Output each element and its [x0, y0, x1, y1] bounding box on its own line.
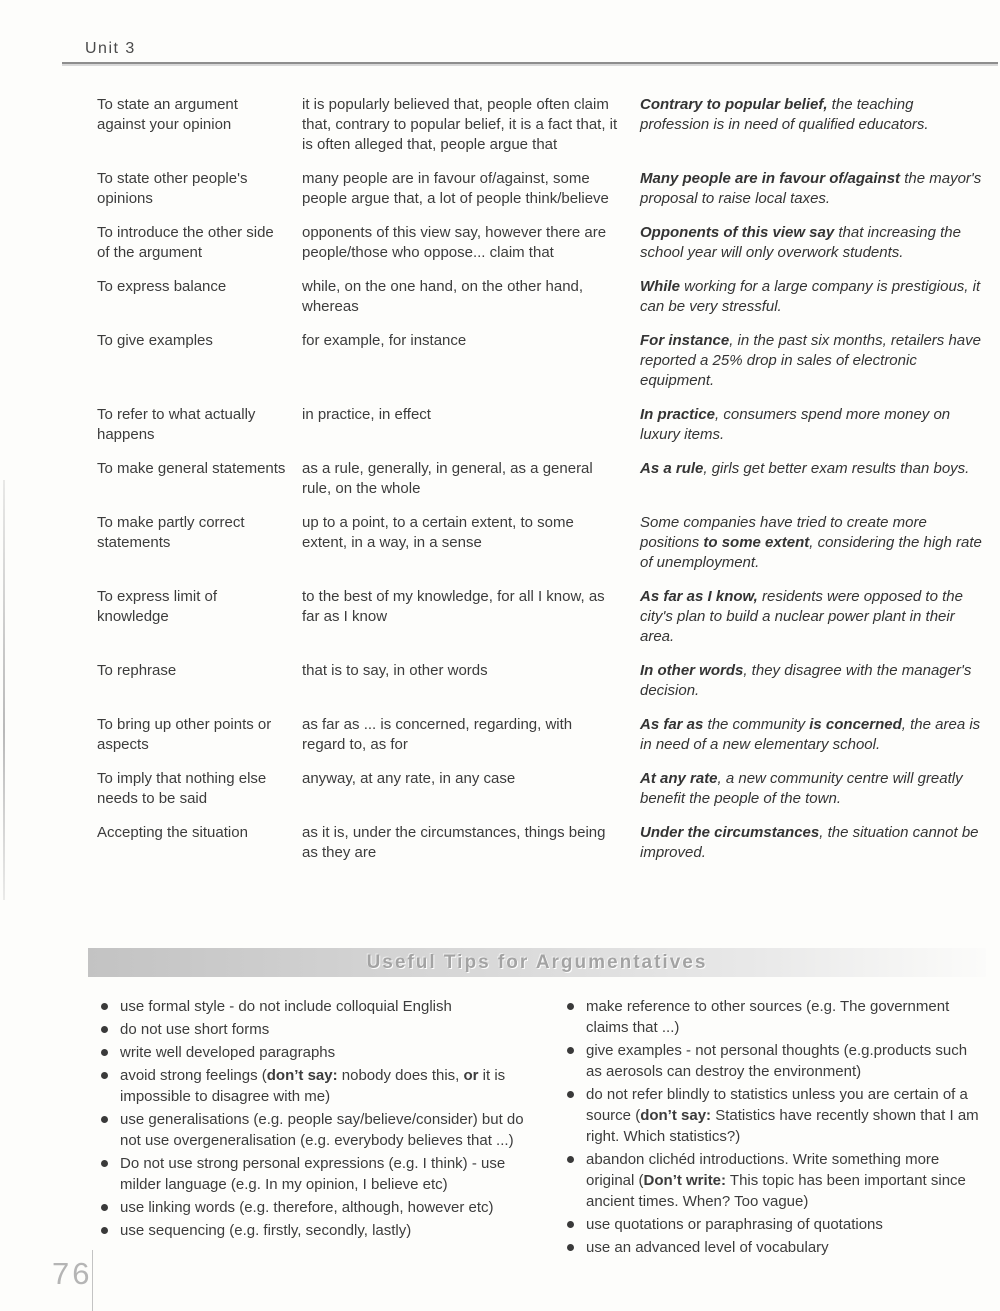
- tip-text: [120, 998, 452, 1015]
- tip-text: [586, 998, 949, 1036]
- tip-item: [97, 1197, 540, 1218]
- example-cell: [640, 823, 985, 863]
- bold-segment: For instance: [640, 332, 730, 349]
- tip-text: [120, 1067, 505, 1105]
- example-cell: [640, 769, 985, 809]
- table-row: [97, 769, 985, 809]
- example-cell: [640, 331, 985, 391]
- tip-text: [586, 1042, 967, 1080]
- text-segment: it is impossible to disagree with me): [120, 1067, 506, 1105]
- text-segment: use quotations or paraphrasing of quotations: [586, 1216, 883, 1233]
- bullet-icon: [101, 1116, 108, 1123]
- function-cell: To rephrase: [97, 662, 177, 679]
- scan-artifact-line: [3, 480, 5, 900]
- bullet-icon: [101, 1204, 108, 1211]
- bullet-icon: [567, 1003, 574, 1010]
- bullet-icon: [567, 1091, 574, 1098]
- bullet-icon: [101, 1049, 108, 1056]
- phrase-function-table: [97, 95, 985, 863]
- tip-text: [120, 1111, 524, 1149]
- tips-title: Useful Tips for Argumentatives: [366, 952, 708, 973]
- text-segment: working for a large company is prestigious, it can be very stressful.: [640, 278, 981, 315]
- function-cell: To imply that nothing else needs to be said: [97, 770, 267, 807]
- phrases-cell: that is to say, in other words: [302, 662, 488, 679]
- text-segment: the teaching profession is in need of qualified educators.: [640, 96, 929, 133]
- text-segment: make reference to other sources (e.g. The government claims that ...): [586, 998, 950, 1036]
- bold-segment: At any rate: [640, 770, 718, 787]
- tip-item: [563, 1214, 985, 1235]
- bold-segment: As far as I know,: [640, 588, 758, 605]
- text-segment: Statistics have recently shown that I am right. Which statistics?): [586, 1107, 979, 1145]
- text-segment: do not use short forms: [120, 1021, 270, 1038]
- tip-text: [586, 1216, 883, 1233]
- tip-item: [563, 996, 985, 1038]
- bullet-icon: [101, 1160, 108, 1167]
- text-segment: use linking words (e.g. therefore, although, however etc): [120, 1199, 494, 1216]
- tip-text: [120, 1155, 505, 1193]
- tips-columns: [97, 996, 985, 1260]
- tips-column-right: [563, 996, 985, 1260]
- example-cell: [640, 405, 985, 445]
- phrases-cell: up to a point, to a certain extent, to some extent, in a way, in a sense: [302, 514, 574, 551]
- text-segment: the mayor's proposal to raise local taxes.: [640, 170, 982, 207]
- function-cell: Accepting the situation: [97, 824, 248, 841]
- bold-segment: don’t say:: [640, 1107, 712, 1124]
- table-row: [97, 331, 985, 391]
- phrases-cell: as far as ... is concerned, regarding, with regard to, as for: [302, 716, 573, 753]
- example-cell: [640, 277, 985, 317]
- text-segment: use generalisations (e.g. people say/believe/consider) but do not use overgeneralisation (e.g. everybody believes that ...): [120, 1111, 524, 1149]
- bold-segment: As far as: [640, 716, 704, 733]
- text-segment: , considering the high rate of unemployment.: [640, 534, 982, 571]
- bold-segment: Contrary to popular belief,: [640, 96, 828, 113]
- function-cell: To bring up other points or aspects: [97, 716, 272, 753]
- bold-segment: As a rule: [640, 460, 704, 477]
- text-segment: , the situation cannot be improved.: [640, 824, 979, 861]
- text-segment: , they disagree with the manager's decision.: [640, 662, 972, 699]
- phrases-cell: many people are in favour of/against, some people argue that, a lot of people think/believe: [302, 170, 609, 207]
- phrases-cell: while, on the one hand, on the other hand, whereas: [302, 278, 584, 315]
- text-segment: give examples - not personal thoughts (e.g.products such as aerosols can destroy the environment): [586, 1042, 968, 1080]
- bullet-icon: [101, 1026, 108, 1033]
- text-segment: write well developed paragraphs: [120, 1044, 336, 1061]
- phrases-cell: it is popularly believed that, people often claim that, contrary to popular belief, it is a fact that, it is often alleged that, people argue that: [302, 96, 618, 153]
- table-row: [97, 169, 985, 209]
- bold-segment: Under the circumstances: [640, 824, 820, 841]
- bold-segment: In other words: [640, 662, 744, 679]
- example-cell: [640, 223, 985, 263]
- bold-segment: or: [463, 1067, 479, 1084]
- bold-segment: don’t say:: [266, 1067, 338, 1084]
- tip-item: [563, 1084, 985, 1147]
- example-cell: [640, 587, 985, 647]
- tip-item: [563, 1149, 985, 1212]
- example-cell: [640, 661, 985, 701]
- phrases-cell: to the best of my knowledge, for all I know, as far as I know: [302, 588, 605, 625]
- text-segment: This topic has been important since ancient times. When? Too vague): [586, 1172, 966, 1210]
- bold-segment: to some extent: [703, 534, 810, 551]
- page-number-rule: [92, 1250, 93, 1311]
- tip-item: [97, 1065, 540, 1107]
- text-segment: avoid strong feelings (: [120, 1067, 267, 1084]
- tip-text: [120, 1199, 494, 1216]
- function-cell: To make general statements: [97, 460, 286, 477]
- phrases-cell: as it is, under the circumstances, things being as they are: [302, 824, 606, 861]
- unit-header-rule: [62, 62, 998, 66]
- text-segment: use formal style - do not include colloquial English: [120, 998, 452, 1015]
- example-cell: [640, 95, 985, 155]
- tip-item: [97, 1019, 540, 1040]
- tips-column-left: [97, 996, 540, 1260]
- bold-segment: Don’t write:: [643, 1172, 727, 1189]
- table-row: [97, 513, 985, 573]
- text-segment: , girls get better exam results than boys.: [703, 460, 970, 477]
- phrases-cell: opponents of this view say, however there are people/those who oppose... claim that: [302, 224, 607, 261]
- text-segment: use an advanced level of vocabulary: [586, 1239, 829, 1256]
- text-segment: Do not use strong personal expressions (e.g. I think) - use milder language (e.g. In my opinion, I believe etc): [120, 1155, 506, 1193]
- bullet-icon: [101, 1227, 108, 1234]
- text-segment: , in the past six months, retailers have reported a 25% drop in sales of electronic equipment.: [640, 332, 981, 389]
- text-segment: nobody does this,: [337, 1067, 464, 1084]
- phrases-cell: in practice, in effect: [302, 406, 431, 423]
- function-cell: To state other people's opinions: [97, 170, 248, 207]
- tip-text: [120, 1222, 411, 1239]
- table-row: [97, 405, 985, 445]
- text-segment: Some companies have tried to create more positions: [640, 514, 927, 551]
- text-segment: , the area is in need of a new elementary school.: [640, 716, 981, 753]
- tip-item: [97, 1153, 540, 1195]
- tip-item: [563, 1237, 985, 1258]
- phrases-cell: anyway, at any rate, in any case: [302, 770, 516, 787]
- tip-item: [97, 1042, 540, 1063]
- function-cell: To express balance: [97, 278, 227, 295]
- tip-text: [120, 1044, 335, 1061]
- text-segment: , a new community centre will greatly benefit the people of the town.: [640, 770, 963, 807]
- text-segment: , consumers spend more money on luxury items.: [640, 406, 951, 443]
- tip-text: [586, 1239, 829, 1256]
- example-cell: [640, 513, 985, 573]
- bullet-icon: [101, 1003, 108, 1010]
- function-cell: To express limit of knowledge: [97, 588, 218, 625]
- tips-banner: [88, 948, 986, 977]
- bullet-icon: [567, 1244, 574, 1251]
- function-cell: To make partly correct statements: [97, 514, 245, 551]
- bold-segment: is concerned: [809, 716, 902, 733]
- phrases-cell: as a rule, generally, in general, as a general rule, on the whole: [302, 460, 593, 497]
- table-row: [97, 95, 985, 155]
- tip-text: [586, 1086, 979, 1145]
- table-row: [97, 277, 985, 317]
- tip-text: [586, 1151, 966, 1210]
- bullet-icon: [567, 1221, 574, 1228]
- table-row: [97, 661, 985, 701]
- example-cell: [640, 459, 985, 499]
- text-segment: use sequencing (e.g. firstly, secondly, lastly): [120, 1222, 412, 1239]
- bullet-icon: [101, 1072, 108, 1079]
- tip-item: [97, 1109, 540, 1151]
- text-segment: abandon clichéd introductions. Write something more original (: [586, 1151, 940, 1189]
- tip-item: [97, 1220, 540, 1241]
- bold-segment: Opponents of this view say: [640, 224, 835, 241]
- table-row: [97, 587, 985, 647]
- tip-text: [120, 1021, 269, 1038]
- function-cell: To introduce the other side of the argument: [97, 224, 274, 261]
- bullet-icon: [567, 1156, 574, 1163]
- bold-segment: While: [640, 278, 680, 295]
- bold-segment: In practice: [640, 406, 716, 423]
- text-segment: residents were opposed to the city's plan to build a nuclear power plant in their area.: [640, 588, 963, 645]
- bullet-icon: [567, 1047, 574, 1054]
- table-row: [97, 223, 985, 263]
- tip-item: [563, 1040, 985, 1082]
- bold-segment: Many people are in favour of/against: [640, 170, 901, 187]
- text-segment: the community: [703, 716, 810, 733]
- table-row: [97, 715, 985, 755]
- phrases-cell: for example, for instance: [302, 332, 467, 349]
- function-cell: To state an argument against your opinion: [97, 96, 238, 133]
- function-cell: To refer to what actually happens: [97, 406, 256, 443]
- unit-label: Unit 3: [85, 40, 136, 57]
- tip-item: [97, 996, 540, 1017]
- text-segment: do not refer blindly to statistics unless you are certain of a source (: [586, 1086, 968, 1124]
- table-row: [97, 823, 985, 863]
- text-segment: that increasing the school year will only overwork students.: [640, 224, 961, 261]
- function-cell: To give examples: [97, 332, 213, 349]
- example-cell: [640, 169, 985, 209]
- page-number: 76: [52, 1256, 93, 1291]
- table-row: [97, 459, 985, 499]
- example-cell: [640, 715, 985, 755]
